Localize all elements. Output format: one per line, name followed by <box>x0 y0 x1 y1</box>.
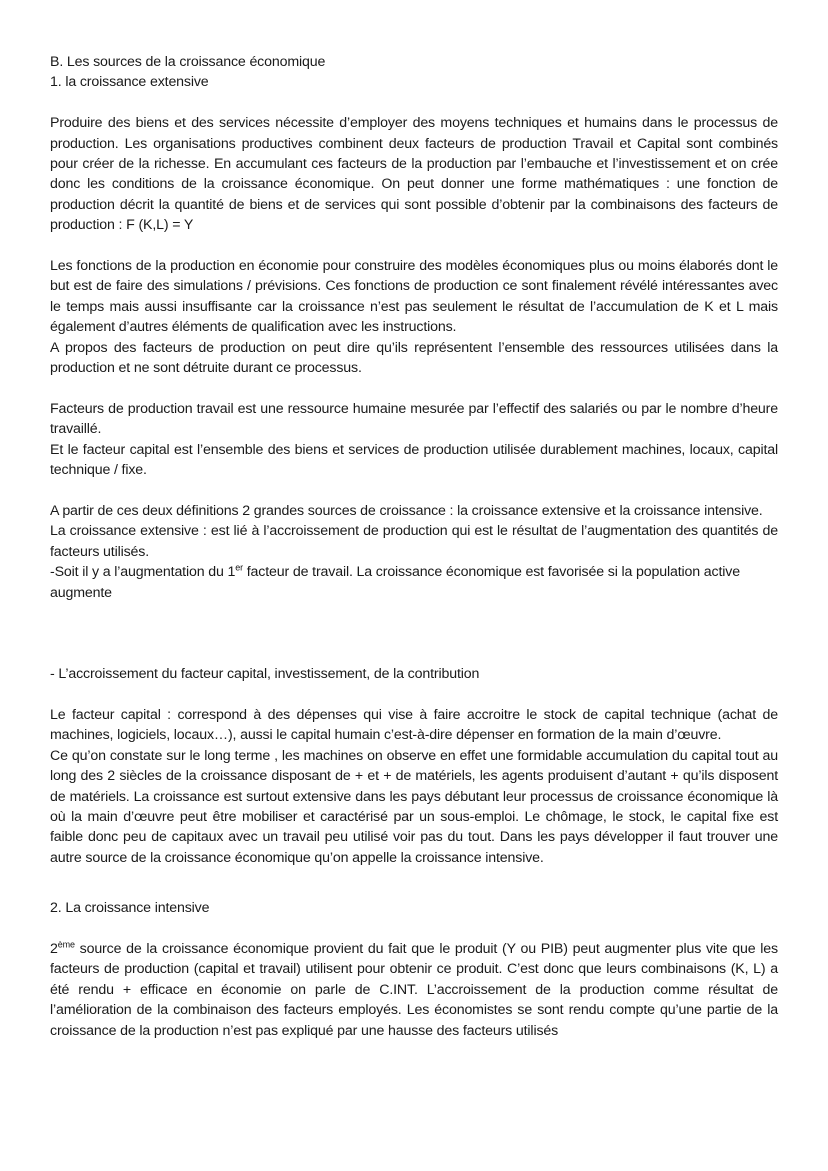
spacer <box>50 603 778 664</box>
paragraph-two-sources: A partir de ces deux définitions 2 grandes sources de croissance : la croissance extensive et la croissance intensive. <box>50 502 763 519</box>
ordinal-superscript: er <box>235 562 243 573</box>
intensive-suffix: source de la croissance économique provient du fait que le produit (Y ou PIB) peut augmenter plus vite que les facteurs de production (capital et travail) utilisent pour obtenir ce produit. C’est donc que leurs combinaisons (K, L) a été rendu + efficace en économie on parle de C.INT. L’accroissement de la production comme résultat de l’amélioration de la combinaison des facteurs employés. Les économistes se sont rendu compte qu’une partie de la croissance de la production n’est pas expliqué par une hausse des facteurs utilisés <box>50 940 778 1039</box>
spacer <box>50 868 778 898</box>
paragraph-labor-factor: Facteurs de production travail est une ressource humaine mesurée par l’effectif des salariés ou par le nombre d’heure travaillé. <box>50 400 778 438</box>
labor-increase-prefix: -Soit il y a l’augmentation du 1 <box>50 564 236 581</box>
paragraph-production-factors: Produire des biens et des services nécessite d’employer des moyens techniques et humains dans le processus de production. Les organisations productives combinent deux facteurs de production Travail et Capital sont combinés pour créer de la richesse. En accumulant ces facteurs de la production par l’embauche et l’investissement et on crée donc les conditions de la croissance économique. On peut donner une forme mathématiques : une fonction de production décrit la quantité de biens et de services qui sont possible d’obtenir par la combinaisons des facteurs de production : F (K,L) = Y <box>50 115 778 234</box>
ordinal-superscript: ème <box>57 939 75 950</box>
subsection-title-extensive: 1. la croissance extensive <box>50 74 209 91</box>
paragraph-long-term-capital: Ce qu’on constate sur le long terme , les machines on observe en effet une formidable accumulation du capital tout au long des 2 siècles de la croissance disposant de + et + de matériels, les agents produisent d’autant + qu’ils disposent de matériels. La croissance est surtout extensive dans les pays débutant leur processus de croissance économique là où la main d’œuvre peut être mobiliser et caractérisé par un sous-emploi. Le chômage, le stock, le capital fixe est faible donc peu de capitaux avec un travail peu utilisé voir pas du tout. Dans les pays développer il faut trouver une autre source de la croissance économique qu’on appelle la croissance intensive. <box>50 747 778 866</box>
spacer <box>50 378 778 398</box>
paragraph-capital-factor: Et le facteur capital est l’ensemble des biens et services de production utilisée durablement machines, locaux, capital technique / fixe. <box>50 441 778 479</box>
paragraph-intensive-growth <box>50 939 778 1041</box>
bullet-capital-growth: - L’accroissement du facteur capital, investissement, de la contribution <box>50 666 480 683</box>
subsection-title-intensive: 2. La croissance intensive <box>50 900 210 917</box>
spacer <box>50 480 778 500</box>
paragraph-factors-resources: A propos des facteurs de production on peut dire qu’ils représentent l’ensemble des ressources utilisées dans la production et ne sont détruite durant ce processus. <box>50 339 778 377</box>
paragraph-production-functions: Les fonctions de la production en économie pour construire des modèles économiques plus ou moins élaborés dont le but est de faire des simulations / prévisions. Ces fonctions de production ce sont finalement révélé intéressantes avec le temps mais aussi insuffisante car la croissance n’est pas seulement le résultat de l’accumulation de K et L mais également d’autres éléments de qualification avec les instructions. <box>50 258 778 336</box>
document-page <box>50 52 778 1041</box>
labor-increase-suffix: facteur de travail. La croissance économique est favorisée si la population active augmente <box>50 564 740 601</box>
spacer <box>50 919 778 939</box>
spacer <box>50 236 778 256</box>
paragraph-extensive-definition: La croissance extensive : est lié à l’accroissement de production qui est le résultat de l’augmentation des quantités de facteurs utilisés. <box>50 523 778 560</box>
spacer <box>50 93 778 113</box>
paragraph-labor-increase <box>50 562 778 603</box>
paragraph-capital-definition: Le facteur capital : correspond à des dépenses qui vise à faire accroitre le stock de capital technique (achat de machines, logiciels, locaux…), aussi le capital humain c’est-à-dire dépenser en formation de la main d’œuvre. <box>50 706 778 744</box>
intensive-prefix: 2 <box>50 940 58 957</box>
section-title: B. Les sources de la croissance économique <box>50 54 326 70</box>
spacer <box>50 685 778 705</box>
